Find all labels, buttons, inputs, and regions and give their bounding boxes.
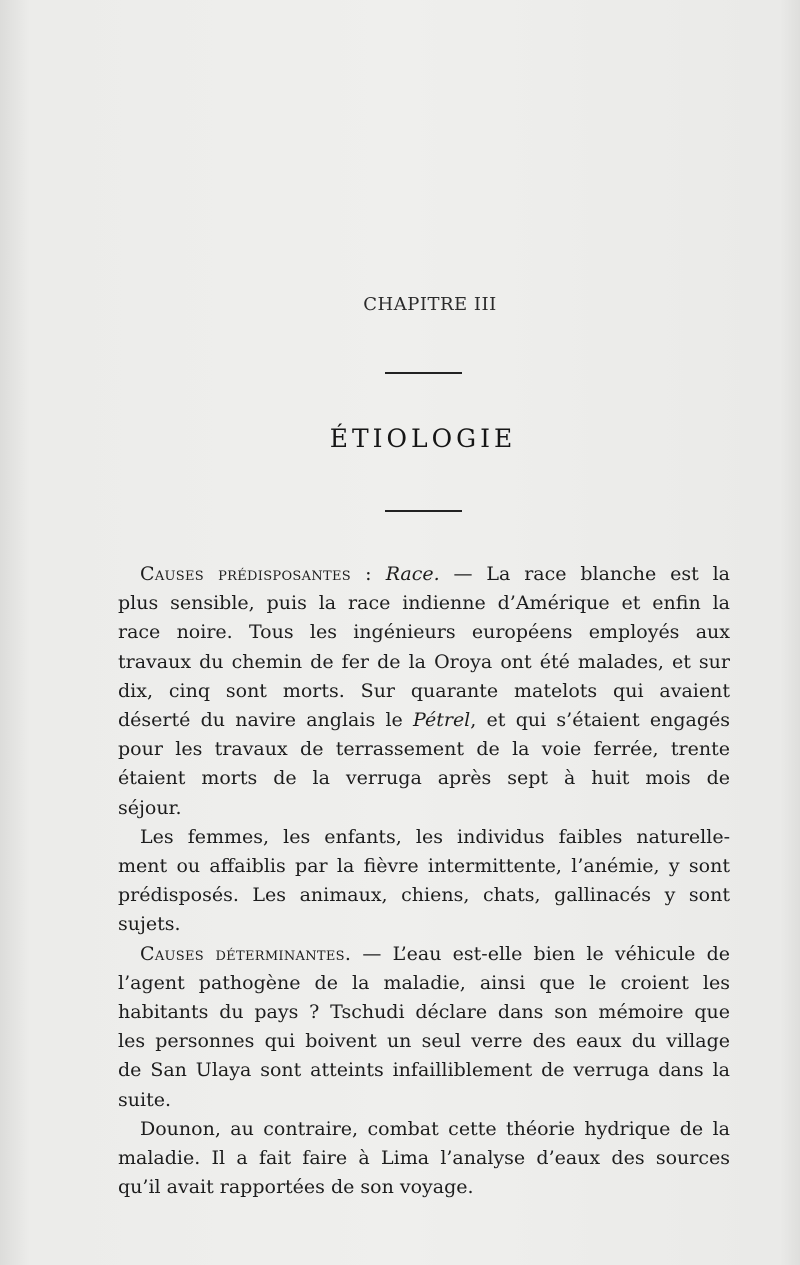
ship-name: Pétrel [413, 709, 471, 732]
paragraph-1-line-8: étaient morts de la verruga après sept à huit mois de [118, 767, 730, 790]
paragraph-3-line-6: suite. [118, 1088, 171, 1111]
paragraph-4-line-3: qu’il avait rapportées de son voyage. [118, 1176, 474, 1199]
paragraph-3-line-5: de San Ulaya sont atteints infailliblement de verruga dans la [118, 1059, 730, 1082]
paragraph-2-line-1: Les femmes, les enfants, les individus faibles naturelle- [140, 825, 730, 848]
paragraph-1-line-7: pour les travaux de terrassement de la voie ferrée, trente [118, 738, 730, 761]
paragraph-1-line-4: travaux du chemin de fer de la Oroya ont été malades, et sur [118, 650, 730, 673]
paragraph-2-line-2: ment ou affaiblis par la fièvre intermittente, l’anémie, y sont [118, 855, 730, 878]
paragraph-1-line-1: Causes prédisposantes : Race. — La race blanche est la [140, 563, 730, 585]
paragraph-1-line-6: déserté du navire anglais le Pétrel, et qui s’étaient engagés [118, 709, 731, 732]
paragraph-2-line-4: sujets. [118, 913, 181, 936]
paragraph-4-line-1: Dounon, au contraire, combat cette théorie hydrique de la [140, 1117, 730, 1140]
paragraph-1-line-9: séjour. [118, 796, 182, 819]
bottom-divider-rule [385, 510, 462, 512]
section-title: ÉTIOLOGIE [329, 424, 517, 453]
paragraph-4-line-2: maladie. Il a fait faire à Lima l’analyse d’eaux des sources [118, 1147, 730, 1170]
paragraph-3-line-2: l’agent pathogène de la maladie, ainsi que le croient les [118, 971, 730, 994]
paragraph-3-lead: Causes déterminantes. [140, 942, 352, 965]
paragraph-1-line-3: race noire. Tous les ingénieurs européens employés aux [118, 621, 730, 644]
paragraph-1-lead: Causes prédisposantes : [140, 563, 372, 585]
paragraph-3-line-3: habitants du pays ? Tschudi déclare dans son mémoire que [118, 1001, 730, 1024]
paragraph-1-line-2: plus sensible, puis la race indienne d’Amérique et enfin la [118, 592, 730, 615]
paragraph-3-line-1: Causes déterminantes. — L’eau est-elle bien le véhicule de [140, 942, 730, 965]
paragraph-2-line-3: prédisposés. Les animaux, chiens, chats, gallinacés y sont [118, 884, 730, 907]
paragraph-1-line-5: dix, cinq sont morts. Sur quarante matelots qui avaient [118, 679, 730, 702]
paragraph-3-line-4: les personnes qui boivent un seul verre des eaux du village [118, 1030, 730, 1053]
body-text [118, 560, 730, 1202]
paragraph-1-lead-italic: Race. [385, 563, 440, 585]
top-divider-rule [385, 372, 462, 374]
chapter-heading: CHAPITRE III [363, 294, 497, 315]
